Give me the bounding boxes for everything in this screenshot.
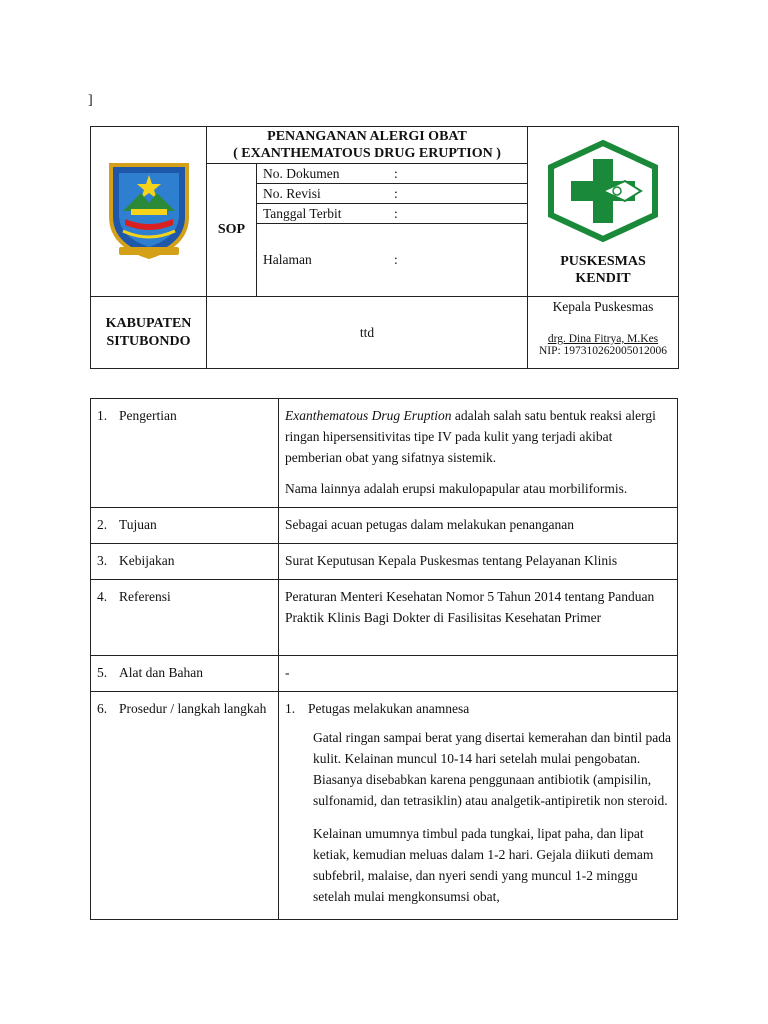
document-title bbox=[207, 127, 528, 164]
row-content: - bbox=[279, 656, 678, 692]
meta-value bbox=[408, 164, 527, 184]
meta-row-no-revisi bbox=[257, 184, 527, 204]
row-referensi bbox=[91, 580, 678, 656]
meta-label: No. Dokumen bbox=[257, 164, 394, 184]
row-label-text: Prosedur / langkah langkah bbox=[119, 701, 267, 716]
puskesmas-logo-icon bbox=[541, 137, 665, 245]
definition-text: adalah salah satu bentuk reaksi alergi ringan hipersensitivitas tipe IV pada kulit yang terjadi akibat pemberian obat yang sifatnya sistemik. bbox=[285, 408, 656, 465]
kabupaten-line-1: KABUPATEN bbox=[105, 315, 192, 331]
row-number: 6. bbox=[97, 701, 108, 716]
row-content: Peraturan Menteri Kesehatan Nomor 5 Tahun 2014 tentang Panduan Praktik Klinis Bagi Dokter di Fasilisitas Kesehatan Primer bbox=[279, 580, 678, 656]
meta-colon: : bbox=[394, 184, 408, 204]
step-title: Petugas melakukan anamnesa bbox=[308, 701, 470, 716]
procedure-step bbox=[285, 698, 671, 719]
puskesmas-name-line-1: PUSKESMAS bbox=[560, 253, 646, 269]
meta-row-no-dokumen bbox=[257, 164, 527, 184]
kabupaten-logo-cell bbox=[91, 127, 207, 297]
row-label bbox=[91, 656, 279, 692]
puskesmas-name-line-2: KENDIT bbox=[575, 270, 631, 286]
meta-label: No. Revisi bbox=[257, 184, 394, 204]
italic-term: Exanthematous Drug Eruption bbox=[285, 408, 452, 423]
meta-label: Tanggal Terbit bbox=[257, 204, 394, 224]
row-label bbox=[91, 399, 279, 508]
meta-colon: : bbox=[394, 252, 398, 267]
row-label-text: Pengertian bbox=[119, 408, 177, 423]
row-content: Surat Keputusan Kepala Puskesmas tentang Pelayanan Klinis bbox=[279, 544, 678, 580]
alias-text: Nama lainnya adalah erupsi makulopapular atau morbiliformis. bbox=[285, 481, 628, 496]
step-number: 1. bbox=[285, 701, 296, 716]
step-paragraph-2: Kelainan umumnya timbul pada tungkai, lipat paha, dan lipat ketiak, kemudian meluas dalam 1-2 hari. Gejala diikuti demam subfebril, malaise, dan nyeri sendi yang muncul 1-2 minggu setelah mulai mengkonsumsi obat, bbox=[313, 826, 654, 904]
row-label-text: Kebijakan bbox=[119, 553, 175, 568]
row-label bbox=[91, 580, 279, 656]
row-content: Sebagai acuan petugas dalam melakukan penanganan bbox=[279, 508, 678, 544]
kepala-nip: NIP: 197310262005012006 bbox=[538, 345, 668, 357]
meta-label: Halaman bbox=[263, 252, 312, 267]
step-paragraph-1: Gatal ringan sampai berat yang disertai kemerahan dan bintil pada kulit. Kelainan muncul 10-14 hari setelah mulai pengobatan. Biasanya disebabkan karena penggunaan antibiotik (ampisilin, sulfonamid, dan tetrasiklin) atau analgetik-antipiretik non steroid. bbox=[313, 730, 671, 808]
row-prosedur bbox=[91, 692, 678, 920]
title-line-1: PENANGANAN ALERGI OBAT bbox=[267, 129, 467, 144]
row-alat-bahan bbox=[91, 656, 678, 692]
kepala-name: drg. Dina Fitrya, M.Kes bbox=[547, 333, 659, 345]
meta-value bbox=[408, 204, 527, 224]
row-number: 4. bbox=[97, 589, 108, 604]
row-label-text: Alat dan Bahan bbox=[119, 665, 203, 680]
row-label-text: Referensi bbox=[119, 589, 171, 604]
kepala-title: Kepala Puskesmas bbox=[552, 299, 654, 314]
row-number: 1. bbox=[97, 408, 108, 423]
page-mark: ] bbox=[88, 93, 93, 108]
row-tujuan bbox=[91, 508, 678, 544]
row-label bbox=[91, 508, 279, 544]
row-content bbox=[279, 692, 678, 920]
meta-colon: : bbox=[394, 204, 408, 224]
sop-content-table bbox=[90, 398, 678, 920]
meta-row-halaman bbox=[257, 224, 527, 297]
kabupaten-label bbox=[91, 297, 207, 369]
title-line-2: ( EXANTHEMATOUS DRUG ERUPTION ) bbox=[233, 146, 501, 161]
row-label bbox=[91, 692, 279, 920]
kepala-puskesmas-block bbox=[528, 297, 679, 369]
kabupaten-line-2: SITUBONDO bbox=[106, 333, 191, 349]
row-number: 3. bbox=[97, 553, 108, 568]
meta-value bbox=[408, 224, 527, 297]
meta-row-tanggal-terbit bbox=[257, 204, 527, 224]
sop-header-table bbox=[90, 126, 679, 369]
meta-value bbox=[408, 184, 527, 204]
signature-ttd: ttd bbox=[207, 297, 528, 369]
row-number: 2. bbox=[97, 517, 108, 532]
meta-colon: : bbox=[394, 164, 408, 184]
sop-label: SOP bbox=[207, 164, 257, 297]
document-meta bbox=[257, 164, 528, 297]
puskesmas-logo-cell bbox=[528, 127, 679, 297]
row-label-text: Tujuan bbox=[119, 517, 157, 532]
row-content bbox=[279, 399, 678, 508]
row-pengertian bbox=[91, 399, 678, 508]
row-number: 5. bbox=[97, 665, 108, 680]
row-label bbox=[91, 544, 279, 580]
situbondo-emblem-icon bbox=[101, 159, 197, 261]
row-kebijakan bbox=[91, 544, 678, 580]
